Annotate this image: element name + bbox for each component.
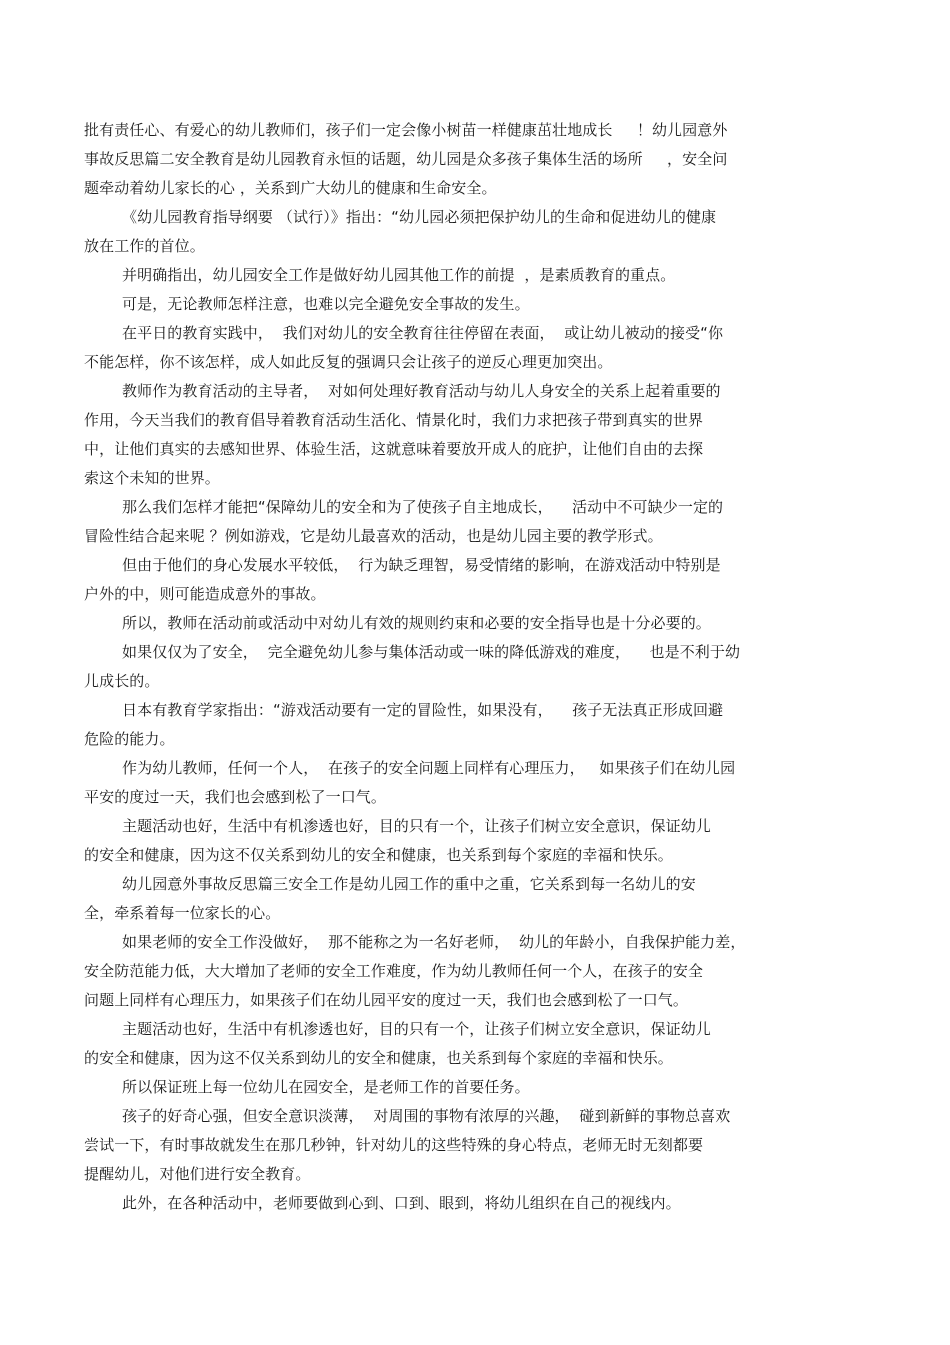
text-line: 户外的中，则可能造成意外的事故。: [84, 585, 326, 603]
text-line: 安全防范能力低，大大增加了老师的安全工作难度，作为幼儿教师任何一个人，在孩子的安全: [84, 962, 704, 980]
text-line: 作用，今天当我们的教育倡导着教育活动生活化、情景化时，我们力求把孩子带到真实的世界: [84, 411, 704, 429]
text-line: 主题活动也好，生活中有机渗透也好，目的只有一个，让孩子们树立安全意识，保证幼儿: [122, 817, 711, 835]
text-line: 主题活动也好，生活中有机渗透也好，目的只有一个，让孩子们树立安全意识，保证幼儿: [122, 1020, 711, 1038]
text-line: 幼儿园意外事故反思篇三安全工作是幼儿园工作的重中之重，它关系到每一名幼儿的安: [122, 875, 696, 893]
text-line: 平安的度过一天，我们也会感到松了一口气。: [84, 788, 387, 806]
text-line: 索这个未知的世界。: [84, 469, 220, 487]
text-line: 作为幼儿教师，任何一个人， 在孩子的安全问题上同样有心理压力， 如果孩子们在幼儿园: [122, 759, 736, 777]
text-line: 冒险性结合起来呢 ？例如游戏，它是幼儿最喜欢的活动，也是幼儿园主要的教学形式。: [84, 527, 663, 545]
text-line: 的安全和健康，因为这不仅关系到幼儿的安全和健康，也关系到每个家庭的幸福和快乐。: [84, 1049, 673, 1067]
text-line: 可是，无论教师怎样注意，也难以完全避免安全事故的发生。: [122, 295, 530, 313]
text-line: 并明确指出，幼儿园安全工作是做好幼儿园其他工作的前提 ，是素质教育的重点。: [122, 266, 676, 284]
text-line: 那么我们怎样才能把“保障幼儿的安全和为了使孩子自主地成长， 活动中不可缺少一定的: [122, 498, 724, 516]
text-line: 问题上同样有心理压力，如果孩子们在幼儿园平安的度过一天，我们也会感到松了一口气。: [84, 991, 689, 1009]
text-line: 放在工作的首位。: [84, 237, 205, 255]
text-line: 日本有教育学家指出：“游戏活动要有一定的冒险性，如果没有， 孩子无法真正形成回避: [122, 701, 724, 719]
text-line: 教师作为教育活动的主导者， 对如何处理好教育活动与幼儿人身安全的关系上起着重要的: [122, 382, 721, 400]
text-line: 孩子的好奇心强，但安全意识淡薄， 对周围的事物有浓厚的兴趣， 碰到新鲜的事物总喜欢: [122, 1107, 731, 1125]
text-line: 不能怎样，你不该怎样，成人如此反复的强调只会让孩子的逆反心理更加突出。: [84, 353, 613, 371]
text-line: 在平日的教育实践中， 我们对幼儿的安全教育往往停留在表面， 或让幼儿被动的接受“你: [122, 324, 724, 342]
text-line: 尝试一下，有时事故就发生在那几秒钟，针对幼儿的这些特殊的身心特点，老师无时无刻都要: [84, 1136, 704, 1154]
text-line: 的安全和健康，因为这不仅关系到幼儿的安全和健康，也关系到每个家庭的幸福和快乐。: [84, 846, 673, 864]
text-line: 中，让他们真实的去感知世界、体验生活，这就意味着要放开成人的庇护，让他们自由的去探: [84, 440, 704, 458]
text-line: 如果老师的安全工作没做好， 那不能称之为一名好老师， 幼儿的年龄小，自我保护能力差，: [122, 933, 746, 951]
text-line: 提醒幼儿，对他们进行安全教育。: [84, 1165, 311, 1183]
text-line: 题牵动着幼儿家长的心 ，关系到广大幼儿的健康和生命安全。: [84, 179, 497, 197]
text-line: 危险的能力。: [84, 730, 175, 748]
text-line: 所以保证班上每一位幼儿在园安全，是老师工作的首要任务。: [122, 1078, 530, 1096]
text-line: 全，牵系着每一位家长的心。: [84, 904, 281, 922]
text-line: 所以，教师在活动前或活动中对幼儿有效的规则约束和必要的安全指导也是十分必要的。: [122, 614, 711, 632]
text-line: 此外，在各种活动中，老师要做到心到、口到、眼到，将幼儿组织在自己的视线内。: [122, 1194, 681, 1212]
text-line: 儿成长的。: [84, 672, 160, 690]
text-line: 如果仅仅为了安全， 完全避免幼儿参与集体活动或一味的降低游戏的难度， 也是不利于幼: [122, 643, 741, 661]
text-line: 事故反思篇二安全教育是幼儿园教育永恒的话题，幼儿园是众多孩子集体生活的场所 ，安全问: [84, 150, 728, 168]
text-line: 《幼儿园教育指导纲要 （试行）》指出：“幼儿园必须把保护幼儿的生命和促进幼儿的健康: [122, 208, 717, 226]
text-line: 批有责任心、有爱心的幼儿教师们，孩子们一定会像小树苗一样健康茁壮地成长 ！幼儿园意外: [84, 121, 728, 139]
text-line: 但由于他们的身心发展水平较低， 行为缺乏理智，易受情绪的影响，在游戏活动中特别是: [122, 556, 721, 574]
